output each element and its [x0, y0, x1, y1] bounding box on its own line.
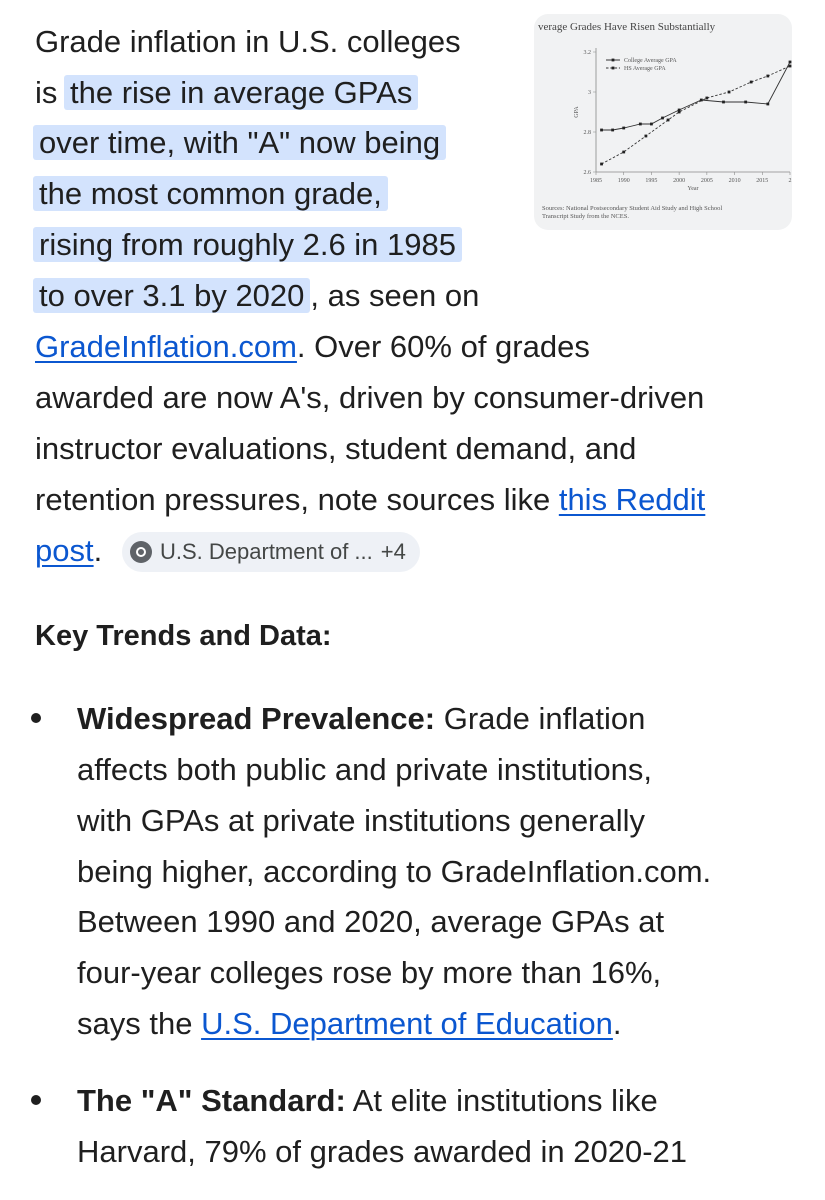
legend-label: HS Average GPA — [624, 66, 666, 72]
intro-line-2: is the rise in average GPAs — [35, 71, 418, 115]
reddit-link-continued[interactable]: post — [35, 533, 94, 568]
highlight-text: over time, with "A" now being — [33, 125, 446, 160]
intro-line-4 — [35, 172, 388, 216]
bullet-2-line-1: The "A" Standard: At elite institutions like — [77, 1083, 658, 1118]
x-tick-label: 2 — [788, 178, 792, 184]
x-tick-label: 2010 — [728, 178, 741, 184]
legend-marker — [612, 67, 615, 70]
y-tick-label: 2.6 — [583, 170, 591, 176]
data-point — [661, 117, 664, 120]
legend-label: College Average GPA — [624, 58, 677, 64]
globe-source-icon — [130, 541, 152, 563]
source-chip-label: U.S. Department of ... — [160, 539, 373, 564]
x-axis-label: Year — [687, 186, 699, 192]
data-point — [639, 123, 642, 126]
data-point — [750, 81, 753, 84]
series-line-1 — [602, 62, 791, 130]
highlight-text: rising from roughly 2.6 in 1985 — [33, 227, 462, 262]
data-point — [789, 65, 792, 68]
section-heading: Key Trends and Data: — [35, 620, 332, 652]
intro-line-10: retention pressures, note sources like this Reddit — [35, 482, 706, 517]
data-point — [622, 127, 625, 130]
x-tick-label: 2015 — [756, 178, 769, 184]
data-point — [728, 91, 731, 94]
y-axis-label: GPA — [574, 106, 580, 118]
data-point — [766, 103, 769, 106]
bullet-1-line-6: four-year colleges rose by more than 16%, — [77, 955, 662, 990]
bullet-1-line-7: says the U.S. Department of Education. — [77, 1006, 622, 1041]
bullet-dot — [31, 1095, 41, 1105]
source-chip-count: +4 — [380, 539, 406, 564]
data-point — [650, 123, 653, 126]
intro-line-9: instructor evaluations, student demand, and — [35, 431, 637, 466]
chart-title: verage Grades Have Risen Substantially — [538, 21, 716, 33]
x-tick-label: 2000 — [673, 178, 686, 184]
intro-line-1: Grade inflation in U.S. colleges — [35, 24, 461, 59]
bullet-2-line-2: Harvard, 79% of grades awarded in 2020-21 — [77, 1134, 688, 1169]
us-department-of-education-link[interactable]: U.S. Department of Education — [201, 1006, 613, 1041]
y-tick-label: 3.2 — [583, 50, 591, 56]
x-tick-label: 1995 — [645, 178, 658, 184]
intro-line-8: awarded are now A's, driven by consumer-driven — [35, 380, 705, 415]
data-point — [667, 119, 670, 122]
intro-line-11: post. — [35, 533, 103, 568]
data-point — [644, 135, 647, 138]
data-point — [722, 101, 725, 104]
highlight-text: to over 3.1 by 2020 — [33, 278, 310, 313]
data-point — [678, 111, 681, 114]
source-chip[interactable] — [122, 532, 420, 572]
bullet-1-line-4: being higher, according to GradeInflation.com. — [77, 854, 712, 889]
data-point — [600, 163, 603, 166]
y-tick-label: 2.8 — [583, 130, 591, 136]
reddit-link[interactable]: this Reddit — [558, 482, 706, 517]
x-tick-label: 1985 — [590, 178, 602, 184]
data-point — [600, 129, 603, 132]
chart-thumbnail[interactable] — [534, 14, 792, 230]
intro-line-6: to over 3.1 by 2020 , as seen on — [35, 274, 479, 318]
chart-source-note: Sources: National Postsecondary Student Aid Study and High School — [542, 205, 723, 212]
data-point — [705, 97, 708, 100]
bullet-1-line-5: Between 1990 and 2020, average GPAs at — [77, 904, 665, 939]
gradeinflation-link[interactable]: GradeInflation.com — [35, 329, 297, 364]
data-point — [744, 101, 747, 104]
highlight-text: the rise in average GPAs — [64, 75, 418, 110]
bullet-1-line-2: affects both public and private institutions, — [77, 752, 652, 787]
highlight-text: the most common grade, — [33, 176, 388, 211]
data-point — [611, 129, 614, 132]
intro-line-7: GradeInflation.com. Over 60% of grades — [35, 329, 590, 364]
y-tick-label: 3 — [588, 90, 591, 96]
intro-line-5 — [35, 223, 462, 267]
bullet-1-line-3: with GPAs at private institutions generally — [77, 803, 646, 838]
legend-marker — [612, 59, 615, 62]
data-point — [622, 151, 625, 154]
data-point — [766, 75, 769, 78]
gpa-line-chart — [534, 14, 792, 230]
chart-source-note: Transcript Study from the NCES. — [542, 213, 629, 220]
bullet-dot — [31, 713, 41, 723]
series-line-2 — [602, 66, 791, 164]
x-tick-label: 1990 — [617, 178, 630, 184]
x-tick-label: 2005 — [700, 178, 713, 184]
bullet-1-line-1: Widespread Prevalence: Grade inflation — [77, 701, 646, 736]
data-point — [789, 61, 792, 64]
intro-line-3 — [35, 121, 446, 165]
